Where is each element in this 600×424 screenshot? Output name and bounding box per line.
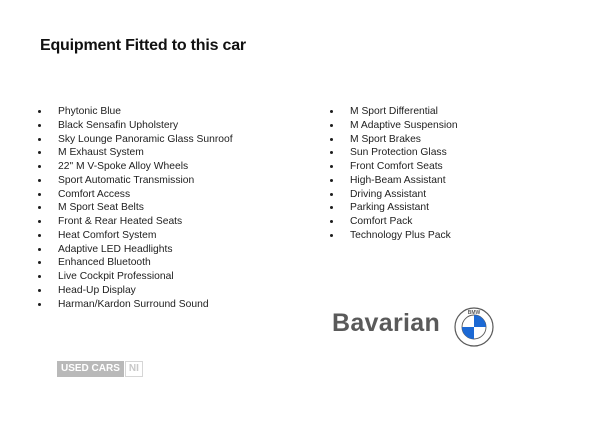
- equipment-item-label: Technology Plus Pack: [350, 229, 451, 241]
- bullet-icon: [330, 206, 333, 209]
- equipment-item: [38, 201, 233, 215]
- bullet-icon: [38, 124, 41, 127]
- region-label: NI: [125, 361, 143, 377]
- equipment-item-label: Parking Assistant: [350, 202, 429, 214]
- equipment-item: [38, 229, 233, 243]
- equipment-item-label: Live Cockpit Professional: [58, 271, 174, 282]
- equipment-list-right: [330, 105, 458, 243]
- bullet-icon: [38, 234, 41, 237]
- equipment-item: [38, 160, 233, 174]
- equipment-item-label: M Sport Differential: [350, 106, 438, 117]
- equipment-item: [38, 243, 233, 257]
- bullet-icon: [38, 151, 41, 154]
- bullet-icon: [330, 220, 333, 223]
- equipment-item-label: Sun Protection Glass: [350, 147, 447, 159]
- bullet-icon: [38, 206, 41, 209]
- equipment-item-label: M Sport Brakes: [350, 133, 421, 145]
- equipment-item: [38, 284, 233, 298]
- equipment-item: [330, 160, 458, 174]
- equipment-item: [330, 215, 458, 229]
- equipment-item: [38, 188, 233, 202]
- equipment-item-label: Head-Up Display: [58, 284, 136, 296]
- bullet-icon: [38, 165, 41, 168]
- equipment-item-label: Black Sensafin Upholstery: [58, 119, 179, 131]
- equipment-item-label: Sport Automatic Transmission: [58, 174, 195, 186]
- equipment-item-label: Comfort Access: [58, 188, 131, 200]
- equipment-item-label: Front Comfort Seats: [350, 161, 443, 172]
- bullet-icon: [38, 138, 41, 141]
- bullet-icon: [38, 220, 41, 223]
- equipment-item-label: Front & Rear Heated Seats: [58, 216, 183, 227]
- equipment-item: [330, 119, 458, 133]
- used-cars-ni-badge: [57, 361, 143, 377]
- equipment-item: [38, 119, 233, 133]
- equipment-item: [38, 133, 233, 147]
- used-cars-label: USED CARS: [57, 361, 124, 377]
- equipment-item-label: M Sport Seat Belts: [58, 202, 144, 214]
- equipment-item: [38, 298, 233, 312]
- equipment-item: [38, 270, 233, 284]
- bullet-icon: [38, 110, 41, 113]
- bullet-icon: [330, 165, 333, 168]
- equipment-item-label: Phytonic Blue: [58, 106, 121, 117]
- equipment-item: [330, 174, 458, 188]
- bullet-icon: [330, 234, 333, 237]
- equipment-item-label: Driving Assistant: [350, 188, 427, 200]
- equipment-item-label: Adaptive LED Headlights: [58, 243, 173, 255]
- equipment-item-label: Heat Comfort System: [58, 229, 157, 241]
- equipment-item-label: 22" M V-Spoke Alloy Wheels: [58, 161, 189, 172]
- bullet-icon: [38, 289, 41, 292]
- equipment-item: [38, 174, 233, 188]
- equipment-item-label: Harman/Kardon Surround Sound: [58, 298, 209, 310]
- equipment-item: [38, 105, 233, 119]
- bullet-icon: [330, 151, 333, 154]
- bullet-icon: [330, 124, 333, 127]
- dealer-wordmark: Bavarian: [332, 309, 441, 337]
- bmw-logo-letters: BMW: [467, 310, 481, 316]
- bullet-icon: [38, 275, 41, 278]
- equipment-item-label: Enhanced Bluetooth: [58, 257, 151, 269]
- equipment-list-left: [38, 105, 233, 311]
- equipment-item: [330, 188, 458, 202]
- equipment-item-label: Sky Lounge Panoramic Glass Sunroof: [58, 133, 233, 145]
- equipment-item: [330, 105, 458, 119]
- equipment-item: [330, 133, 458, 147]
- equipment-item: [330, 146, 458, 160]
- bmw-logo-icon: [454, 307, 494, 347]
- equipment-item: [330, 201, 458, 215]
- bullet-icon: [38, 248, 41, 251]
- equipment-item-label: M Exhaust System: [58, 147, 144, 159]
- bullet-icon: [38, 261, 41, 264]
- bullet-icon: [38, 179, 41, 182]
- bullet-icon: [38, 303, 41, 306]
- equipment-item-label: M Adaptive Suspension: [350, 119, 458, 131]
- equipment-item: [38, 146, 233, 160]
- equipment-item-label: High-Beam Assistant: [350, 174, 446, 186]
- equipment-item-label: Comfort Pack: [350, 216, 413, 227]
- bullet-icon: [330, 110, 333, 113]
- bullet-icon: [330, 179, 333, 182]
- equipment-item: [38, 215, 233, 229]
- bullet-icon: [38, 193, 41, 196]
- equipment-item: [38, 256, 233, 270]
- bullet-icon: [330, 193, 333, 196]
- bullet-icon: [330, 138, 333, 141]
- equipment-item: [330, 229, 458, 243]
- page-title: Equipment Fitted to this car: [40, 37, 246, 54]
